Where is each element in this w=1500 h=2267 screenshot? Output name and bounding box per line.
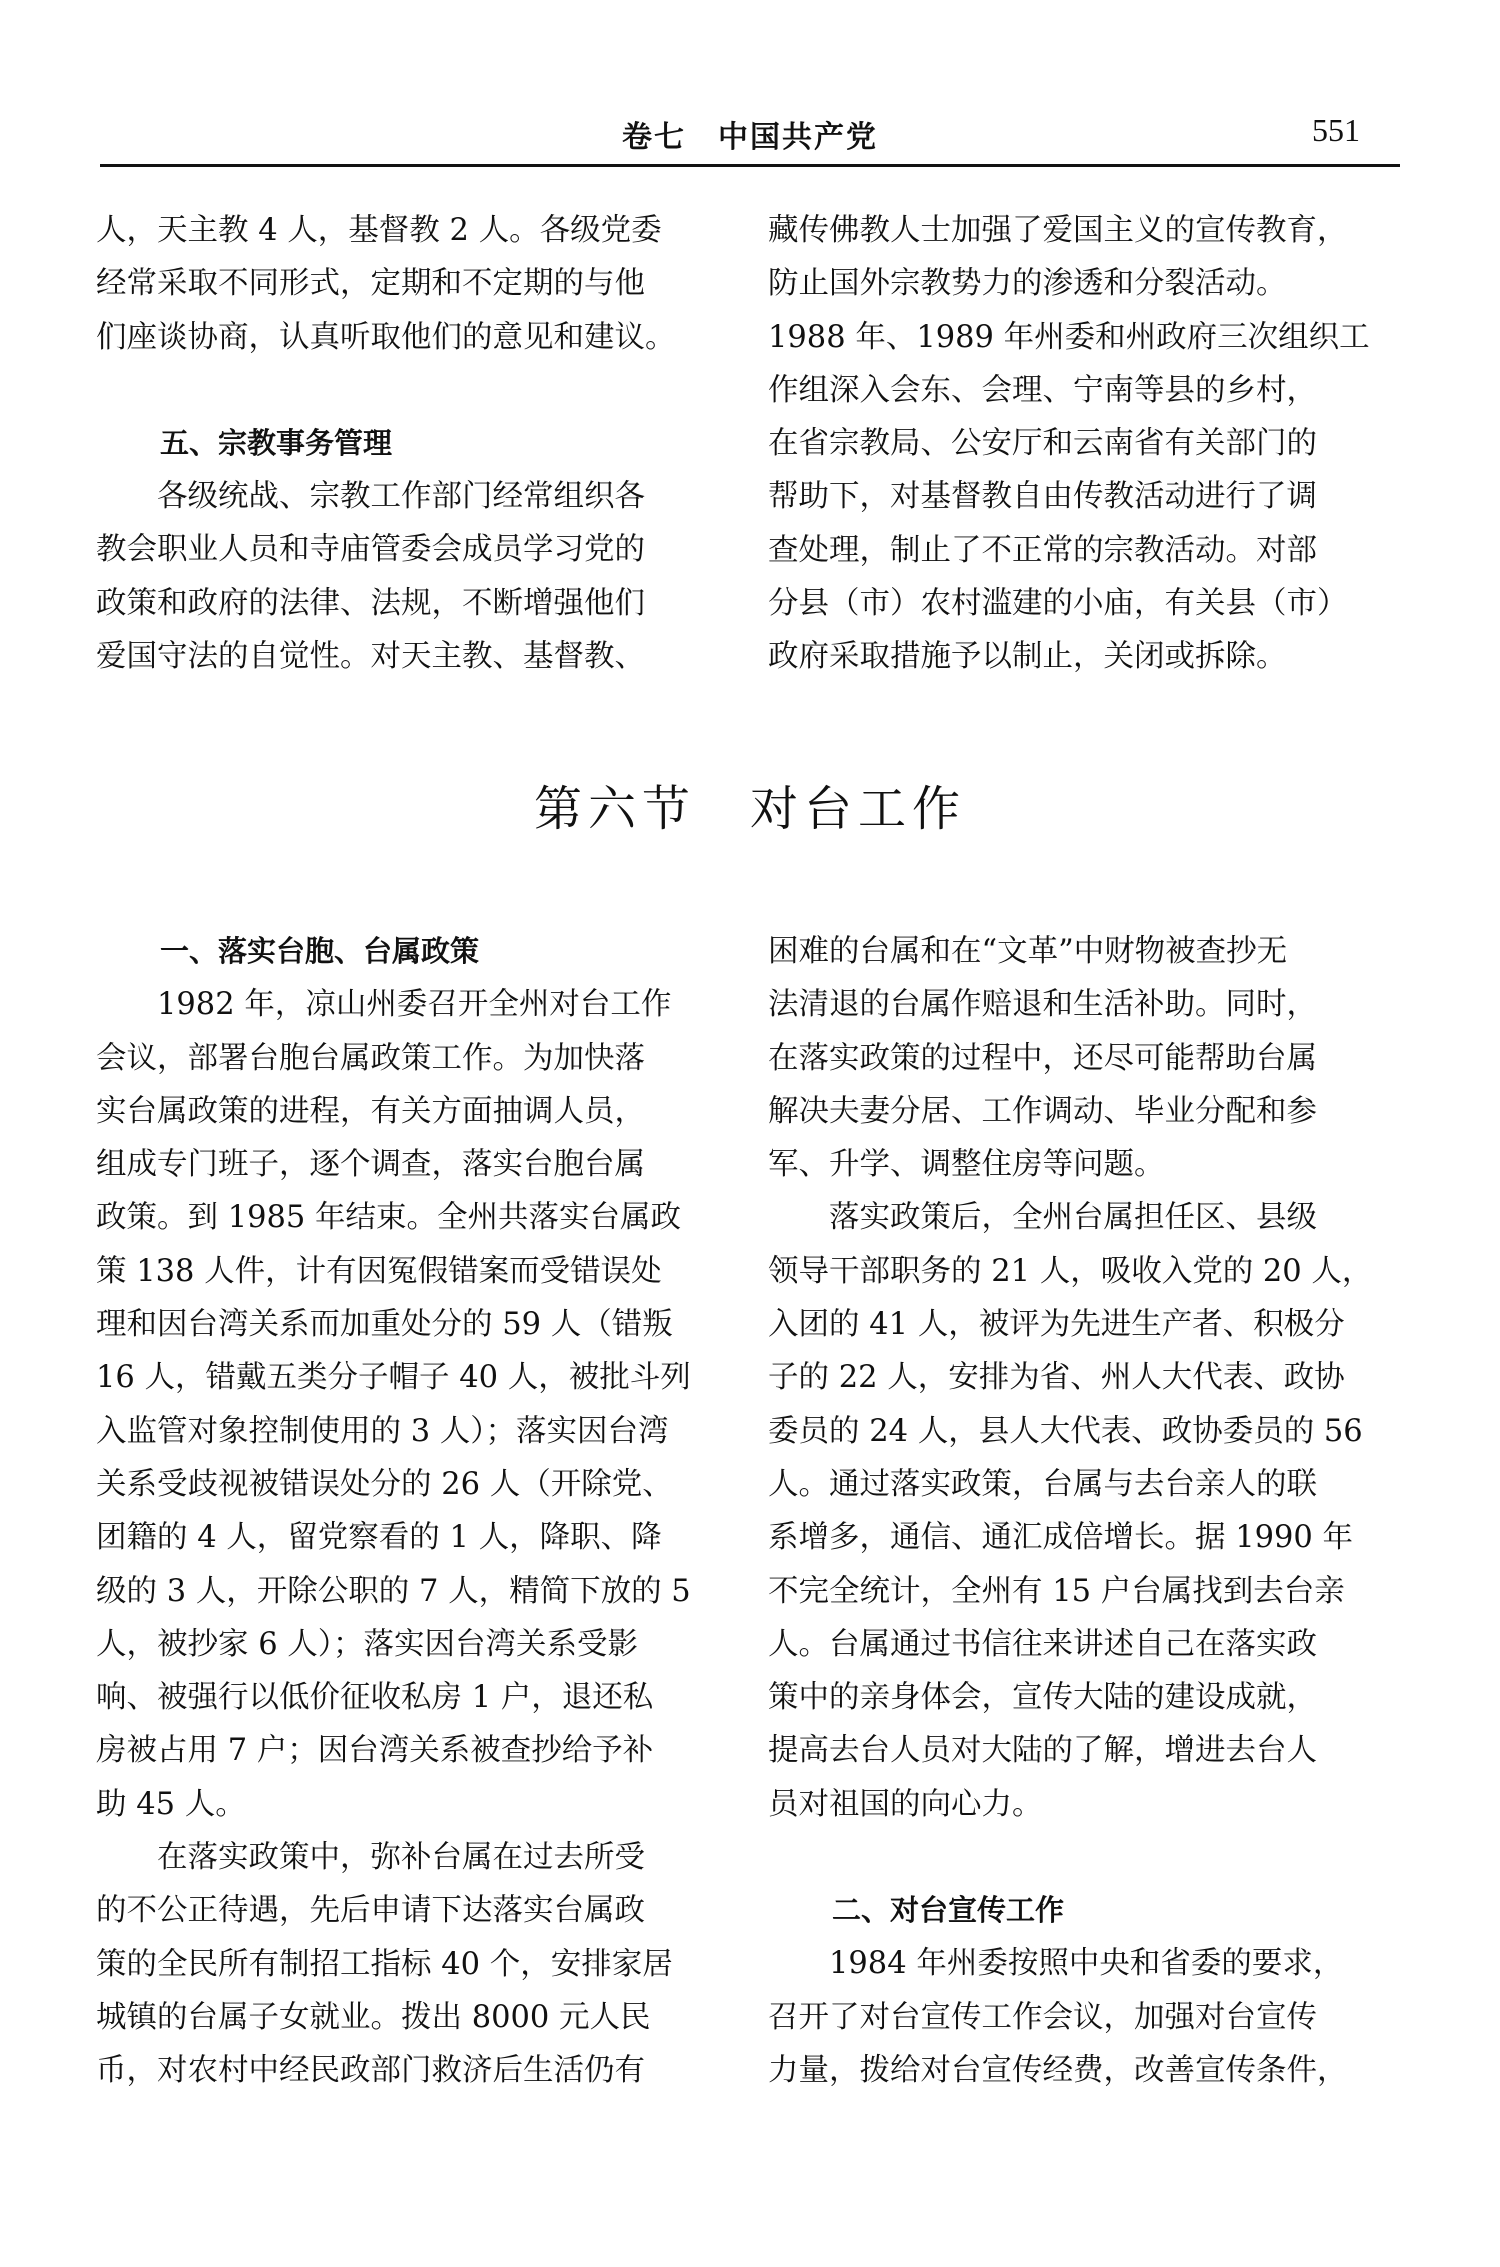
- header-rule: [100, 164, 1400, 167]
- text-line: 1988 年、1989 年州委和州政府三次组织工: [768, 319, 1370, 355]
- page-number: 551: [1312, 112, 1360, 148]
- text-line: 1982 年，凉山州委召开全州对台工作: [96, 987, 672, 1023]
- text-line: 政策和政府的法律、法规，不断增强他们: [96, 585, 645, 621]
- text-line: 领导干部职务的 21 人，吸收入党的 20 人，: [768, 1253, 1373, 1289]
- text-line: 入监管对象控制使用的 3 人）；落实因台湾: [96, 1413, 669, 1449]
- running-header: [100, 112, 1400, 162]
- text-line: 的不公正待遇，先后申请下达落实台属政: [96, 1893, 645, 1929]
- running-title: 卷七 中国共产党: [622, 120, 878, 155]
- bottom-left-column: [96, 925, 731, 2098]
- text-line: 会议，部署台胞台属政策工作。为加快落: [96, 1040, 645, 1076]
- text-line: 召开了对台宣传工作会议，加强对台宣传: [768, 1999, 1317, 2035]
- text-line: 教会职业人员和寺庙管委会成员学习党的: [96, 532, 645, 568]
- paragraph-continuation-right: [768, 204, 1408, 684]
- text-line: 级的 3 人，开除公职的 7 人，精简下放的 5: [96, 1573, 691, 1609]
- text-line: 查处理，制止了不正常的宗教活动。对部: [768, 532, 1317, 568]
- text-line: 藏传佛教人士加强了爱国主义的宣传教育，: [768, 213, 1348, 248]
- text-line: 分县（市）农村滥建的小庙，有关县（市）: [768, 586, 1348, 622]
- text-line: 系增多，通信、通汇成倍增长。据 1990 年: [768, 1520, 1354, 1556]
- subsection-heading: 一、落实台胞、台属政策: [160, 934, 480, 968]
- text-line: 在省宗教局、公安厅和云南省有关部门的: [768, 426, 1317, 462]
- text-line: 防止国外宗教势力的渗透和分裂活动。: [768, 266, 1287, 302]
- text-line: 币，对农村中经民政部门救济后生活仍有: [96, 2053, 645, 2089]
- text-line: 响、被强行以低价征收私房 1 户，退还私: [96, 1680, 654, 1716]
- text-line: 人，天主教 4 人，基督教 2 人。各级党委: [96, 213, 662, 248]
- text-line: 员对祖国的向心力。: [768, 1786, 1043, 1822]
- top-left-column: [96, 204, 731, 683]
- bottom-right-column: [768, 925, 1408, 2097]
- text-line: 在落实政策中，弥补台属在过去所受: [96, 1840, 645, 1876]
- text-line: 入团的 41 人，被评为先进生产者、积极分: [768, 1307, 1345, 1343]
- paragraph-policy: [96, 978, 731, 1831]
- text-line: 策中的亲身体会，宣传大陆的建设成就，: [768, 1680, 1317, 1716]
- text-line: 不完全统计，全州有 15 户台属找到去台亲: [768, 1573, 1345, 1609]
- text-line: 在落实政策的过程中，还尽可能帮助台属: [768, 1040, 1317, 1076]
- text-line: 关系受歧视被错误处分的 26 人（开除党、: [96, 1466, 673, 1502]
- text-line: 16 人，错戴五类分子帽子 40 人，被批斗列: [96, 1360, 691, 1396]
- text-line: 策的全民所有制招工指标 40 个，安排家居: [96, 1946, 673, 1982]
- text-line: 理和因台湾关系而加重处分的 59 人（错叛: [96, 1307, 673, 1343]
- paragraph-continuation: [96, 204, 731, 364]
- text-line: 人。通过落实政策，台属与去台亲人的联: [768, 1466, 1317, 1502]
- text-line: 人。台属通过书信往来讲述自己在落实政: [768, 1626, 1317, 1662]
- paragraph-after-policy: [768, 1191, 1408, 1831]
- paragraph-religious-affairs: [96, 470, 731, 683]
- paragraph-compensation: [96, 1831, 731, 2097]
- section-title: 第六节 对台工作: [533, 781, 966, 837]
- text-line: 政策。到 1985 年结束。全州共落实台属政: [96, 1200, 682, 1236]
- text-line: 力量，拨给对台宣传经费，改善宣传条件，: [768, 2052, 1348, 2088]
- text-line: 1984 年州委按照中央和省委的要求，: [768, 1946, 1344, 1982]
- subsection-heading: 二、对台宣传工作: [832, 1893, 1065, 1928]
- text-line: 委员的 24 人，县人大代表、政协委员的 56: [768, 1413, 1363, 1449]
- text-line: 提高去台人员对大陆的了解，增进去台人: [768, 1733, 1317, 1769]
- paragraph-propaganda: [768, 1937, 1408, 2097]
- text-line: 作组深入会东、会理、宁南等县的乡村，: [768, 372, 1317, 408]
- subsection-heading: 五、宗教事务管理: [160, 425, 393, 460]
- text-line: 经常采取不同形式，定期和不定期的与他: [96, 266, 645, 302]
- text-line: 军、升学、调整住房等问题。: [768, 1147, 1165, 1183]
- text-line: 政府采取措施予以制止，关闭或拆除。: [768, 639, 1287, 675]
- text-line: 助 45 人。: [96, 1786, 246, 1822]
- text-line: 实台属政策的进程，有关方面抽调人员，: [96, 1093, 645, 1129]
- text-line: 法清退的台属作赔退和生活补助。同时，: [768, 987, 1317, 1023]
- text-line: 团籍的 4 人，留党察看的 1 人，降职、降: [96, 1520, 662, 1556]
- paragraph-continuation-bottom: [768, 925, 1408, 1191]
- text-line: 城镇的台属子女就业。拨出 8000 元人民: [96, 1999, 651, 2035]
- text-line: 解决夫妻分居、工作调动、毕业分配和参: [768, 1093, 1317, 1129]
- text-line: 房被占用 7 户；因台湾关系被查抄给予补: [96, 1733, 654, 1769]
- text-line: 落实政策后，全州台属担任区、县级: [768, 1200, 1317, 1236]
- text-line: 爱国守法的自觉性。对天主教、基督教、: [96, 639, 645, 675]
- text-line: 组成专门班子，逐个调查，落实台胞台属: [96, 1147, 645, 1183]
- text-line: 帮助下，对基督教自由传教活动进行了调: [768, 479, 1317, 515]
- text-line: 人，被抄家 6 人）；落实因台湾关系受影: [96, 1626, 639, 1662]
- text-line: 子的 22 人，安排为省、州人大代表、政协: [768, 1360, 1345, 1396]
- text-line: 各级统战、宗教工作部门经常组织各: [96, 479, 645, 515]
- text-line: 们座谈协商，认真听取他们的意见和建议。: [96, 319, 676, 355]
- text-line: 困难的台属和在“文革”中财物被查抄无: [768, 934, 1288, 969]
- text-line: 策 138 人件，计有因冤假错案而受错误处: [96, 1253, 662, 1289]
- top-right-column: [768, 204, 1408, 684]
